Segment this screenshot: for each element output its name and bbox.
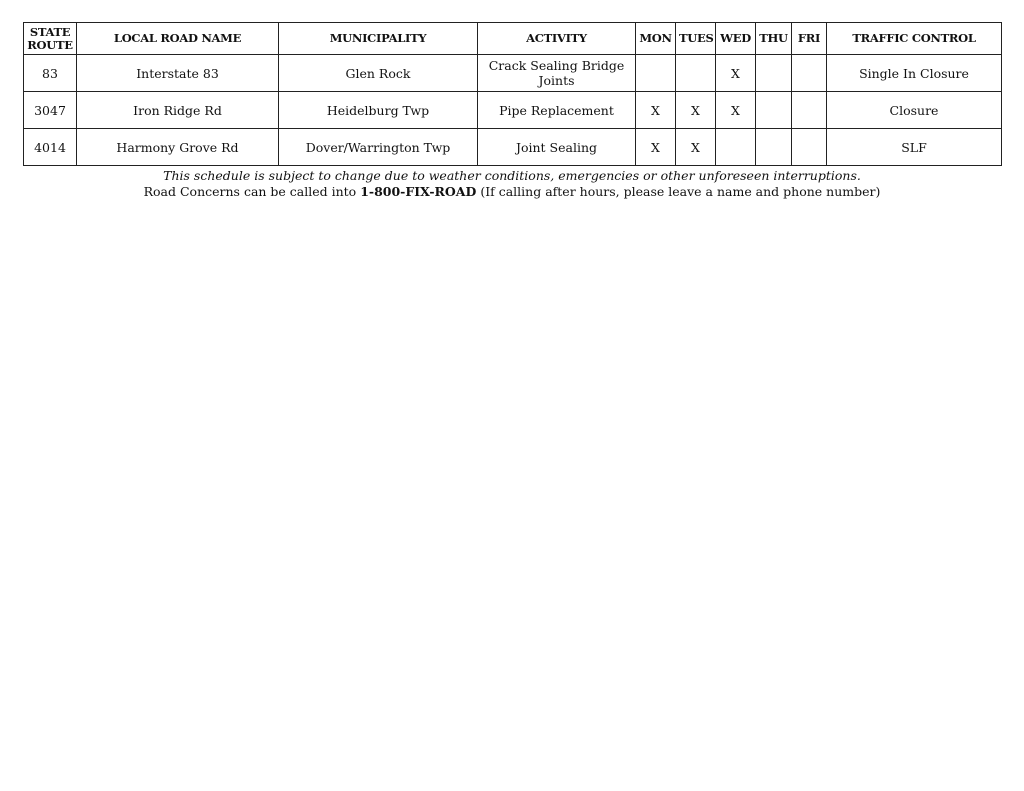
road-concerns-suffix: (If calling after hours, please leave a name and phone number) [476,184,881,199]
cell-activity: Joint Sealing [478,129,636,166]
cell-local-road-name: Iron Ridge Rd [77,92,279,129]
cell-wed [716,129,756,166]
header-state-route [24,23,77,55]
cell-traffic-control: SLF [827,129,1002,166]
header-local-road-name: LOCAL ROAD NAME [77,23,279,55]
road-concerns-prefix: Road Concerns can be called into [143,184,361,199]
cell-traffic-control: Single In Closure [827,55,1002,92]
cell-fri [792,129,827,166]
cell-local-road-name: Harmony Grove Rd [77,129,279,166]
header-wed: WED [716,23,756,55]
cell-state-route: 3047 [24,92,77,129]
header-municipality: MUNICIPALITY [279,23,478,55]
cell-fri [792,92,827,129]
hotline-number: 1-800-FIX-ROAD [360,184,477,199]
table-row [24,55,1002,92]
cell-activity: Pipe Replacement [478,92,636,129]
cell-wed: X [716,92,756,129]
header-tues: TUES [676,23,716,55]
cell-local-road-name: Interstate 83 [77,55,279,92]
schedule-notes [23,168,1001,200]
cell-municipality: Glen Rock [279,55,478,92]
cell-municipality: Dover/Warrington Twp [279,129,478,166]
header-thu: THU [756,23,792,55]
header-traffic-control: TRAFFIC CONTROL [827,23,1002,55]
road-work-schedule-table [23,22,1002,166]
cell-mon: X [636,129,676,166]
cell-state-route: 4014 [24,129,77,166]
cell-activity: Crack Sealing Bridge Joints [478,55,636,92]
header-activity: ACTIVITY [478,23,636,55]
cell-thu [756,129,792,166]
cell-thu [756,55,792,92]
cell-thu [756,92,792,129]
cell-state-route: 83 [24,55,77,92]
cell-wed: X [716,55,756,92]
header-mon: MON [636,23,676,55]
cell-tues: X [676,92,716,129]
schedule-disclaimer: This schedule is subject to change due to weather conditions, emergencies or other unforeseen interruptions. [163,168,861,183]
cell-mon [636,55,676,92]
header-state-route-line2: ROUTE [27,37,73,52]
cell-tues [676,55,716,92]
header-state-route-line1: STATE [29,24,71,39]
cell-mon: X [636,92,676,129]
table-row [24,92,1002,129]
cell-traffic-control: Closure [827,92,1002,129]
road-concerns-line [23,184,1001,200]
header-fri: FRI [792,23,827,55]
table-row [24,129,1002,166]
cell-fri [792,55,827,92]
cell-tues: X [676,129,716,166]
cell-municipality: Heidelburg Twp [279,92,478,129]
header-row [24,23,1002,55]
